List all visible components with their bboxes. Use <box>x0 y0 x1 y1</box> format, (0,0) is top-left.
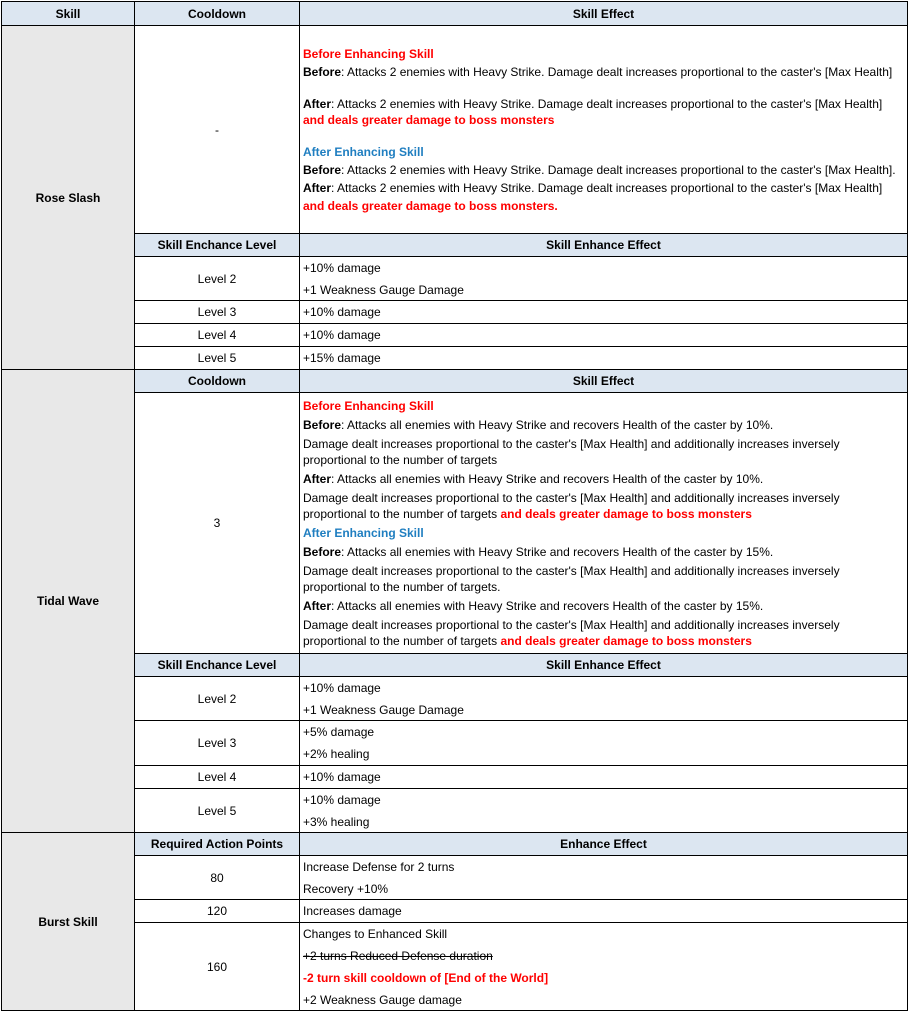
tidal-level-3-effect <box>300 721 908 766</box>
tidal-ae-before-2: Damage dealt increases proportional to the caster's [Max Health] and additionally increases inversely proportional to the number of targets. <box>303 563 840 594</box>
tidal-before-title: Before Enhancing Skill <box>303 398 434 413</box>
rose-enh-head-level: Skill Enchance Level <box>135 234 300 257</box>
label-after: After <box>303 598 332 613</box>
tidal-be-after-red: and deals greater damage to boss monsters <box>500 506 752 521</box>
tidal-ae-before <box>303 544 904 560</box>
burst-head-effect: Enhance Effect <box>300 833 908 856</box>
rose-ae-after-text: : Attacks 2 enemies with Heavy Strike. Damage dealt increases proportional to the caster's [Max Health] <box>331 180 883 195</box>
tidal-be-before <box>303 417 904 433</box>
tidal-ae-after-red: and deals greater damage to boss monsters <box>500 633 752 648</box>
rose-be-before-text: : Attacks 2 enemies with Heavy Strike. Damage dealt increases proportional to the caster's [Max Health] <box>341 64 893 79</box>
tidal-be-before-2: Damage dealt increases proportional to the caster's [Max Health] and additionally increases inversely proportional to the number of targets <box>303 436 840 467</box>
rose-level-4-effect: +10% damage <box>300 324 908 347</box>
effect-line: +2 Weakness Gauge damage <box>303 992 462 1007</box>
tidal-be-after-2-text: Damage dealt increases proportional to the caster's [Max Health] and additionally increases inversely proportional to the number of targets <box>303 490 840 521</box>
tidal-level-4: Level 4 <box>135 766 300 789</box>
effect-line: +1 Weakness Gauge Damage <box>303 702 464 717</box>
skill-table <box>1 1 908 1011</box>
tidal-after-title: After Enhancing Skill <box>303 525 424 540</box>
tidal-level-5-effect <box>300 789 908 833</box>
effect-line: +1 Weakness Gauge Damage <box>303 282 464 297</box>
header-skill-effect: Skill Effect <box>300 2 908 26</box>
label-after: After <box>303 180 332 195</box>
rose-after-after <box>303 180 904 196</box>
rose-cooldown: - <box>135 26 300 234</box>
effect-line: +2% healing <box>303 747 370 761</box>
header-cooldown: Cooldown <box>135 2 300 26</box>
label-before: Before <box>303 544 342 559</box>
effect-line: +10% damage <box>303 792 381 807</box>
tidal-cooldown: 3 <box>135 393 300 654</box>
rose-ae-before-text: : Attacks 2 enemies with Heavy Strike. Damage dealt increases proportional to the caster's [Max Health]. <box>341 162 896 177</box>
rose-after-title: After Enhancing Skill <box>303 144 424 159</box>
rose-level-5-effect: +15% damage <box>300 347 908 370</box>
rose-before-title: Before Enhancing Skill <box>303 46 434 61</box>
tidal-ae-after-2-text: Damage dealt increases proportional to the caster's [Max Health] and additionally increases inversely proportional to the number of targets <box>303 617 840 648</box>
burst-effect-160 <box>300 923 908 1011</box>
rose-level-2-effect <box>300 257 908 301</box>
rose-skill-effect <box>300 26 908 234</box>
burst-effect-80 <box>300 856 908 900</box>
tidal-be-after <box>303 471 904 487</box>
rose-before-before <box>303 64 904 80</box>
tidal-effect-head: Skill Effect <box>300 370 908 393</box>
burst-head-points: Required Action Points <box>135 833 300 856</box>
skill-name-tidal-wave: Tidal Wave <box>2 370 135 833</box>
effect-line: +3% healing <box>303 814 370 829</box>
label-after: After <box>303 471 332 486</box>
rose-ae-after-red: and deals greater damage to boss monsters. <box>303 198 558 213</box>
tidal-ae-after <box>303 598 904 614</box>
tidal-be-after-text: : Attacks all enemies with Heavy Strike and recovers Health of the caster by 10%. <box>331 471 764 486</box>
tidal-enh-head-level: Skill Enchance Level <box>135 654 300 677</box>
label-after: After <box>303 96 332 111</box>
rose-level-4: Level 4 <box>135 324 300 347</box>
label-before: Before <box>303 417 342 432</box>
rose-level-3: Level 3 <box>135 301 300 324</box>
tidal-ae-before-text: : Attacks all enemies with Heavy Strike and recovers Health of the caster by 15%. <box>341 544 774 559</box>
label-before: Before <box>303 162 342 177</box>
effect-line: +10% damage <box>303 680 381 695</box>
skill-name-rose-slash: Rose Slash <box>2 26 135 370</box>
effect-line: Changes to Enhanced Skill <box>303 926 448 941</box>
tidal-level-2: Level 2 <box>135 677 300 721</box>
tidal-ae-after-2 <box>303 617 904 649</box>
rose-before-after <box>303 96 904 112</box>
effect-line: Recovery +10% <box>303 881 389 896</box>
tidal-level-5: Level 5 <box>135 789 300 833</box>
tidal-level-4-effect: +10% damage <box>300 766 908 789</box>
rose-level-3-effect: +10% damage <box>300 301 908 324</box>
tidal-be-before-text: : Attacks all enemies with Heavy Strike and recovers Health of the caster by 10%. <box>341 417 774 432</box>
skill-name-burst-skill: Burst Skill <box>2 833 135 1011</box>
tidal-level-3: Level 3 <box>135 721 300 766</box>
header-skill: Skill <box>2 2 135 26</box>
tidal-be-after-2 <box>303 490 904 522</box>
rose-after-before <box>303 162 904 178</box>
rose-enh-head-effect: Skill Enhance Effect <box>300 234 908 257</box>
tidal-cooldown-head: Cooldown <box>135 370 300 393</box>
effect-line: +10% damage <box>303 260 381 275</box>
effect-line-highlight: -2 turn skill cooldown of [End of the World] <box>303 970 549 985</box>
tidal-enh-head-effect: Skill Enhance Effect <box>300 654 908 677</box>
effect-line: Increase Defense for 2 turns <box>303 859 455 874</box>
rose-level-5: Level 5 <box>135 347 300 370</box>
rose-be-after-text: : Attacks 2 enemies with Heavy Strike. Damage dealt increases proportional to the caster's [Max Health] <box>331 96 883 111</box>
burst-points-80: 80 <box>135 856 300 900</box>
effect-line: +5% damage <box>303 725 375 739</box>
label-before: Before <box>303 64 342 79</box>
tidal-skill-effect <box>300 393 908 654</box>
tidal-level-2-effect <box>300 677 908 721</box>
burst-effect-120: Increases damage <box>300 900 908 923</box>
burst-points-160: 160 <box>135 923 300 1011</box>
burst-points-120: 120 <box>135 900 300 923</box>
effect-line-struck: +2 turns Reduced Defense duration <box>303 948 493 963</box>
tidal-ae-after-text: : Attacks all enemies with Heavy Strike and recovers Health of the caster by 15%. <box>331 598 764 613</box>
rose-be-after-red: and deals greater damage to boss monsters <box>303 112 555 127</box>
rose-level-2: Level 2 <box>135 257 300 301</box>
